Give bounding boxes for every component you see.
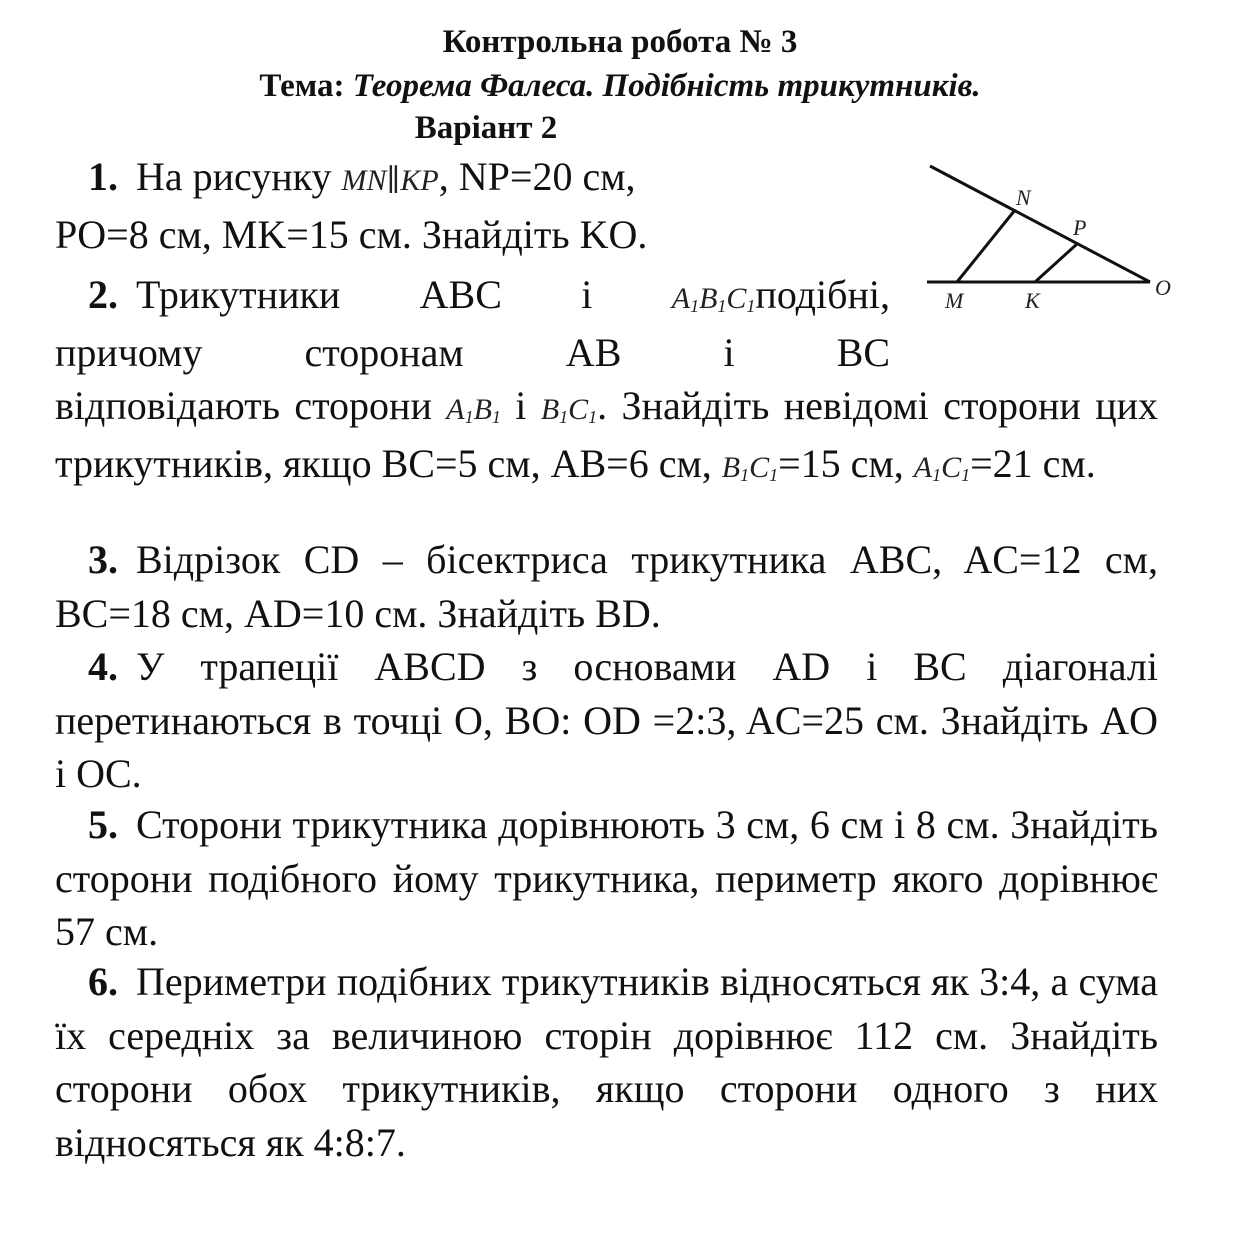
problem-text: Периметри подібних трикутників відносяться як 3:4, а сума їх середніх за величиною сторін дорівнює 112 см. Знайдіть сторони обох трикутників, якщо сторони одного з них відносяться як 4:8:7. [55,959,1158,1165]
thales-figure [905,150,1195,320]
problem-number: 2. [88,272,118,317]
problem-number: 1. [88,154,118,199]
problem-text: . Знайдіть невідомі сторони цих трикутників, якщо BC=5 см, AB=6 см, [55,383,1159,486]
problem-number: 4. [88,644,118,689]
problem-text: , NP=20 см, [438,154,636,199]
math-expression: $A_1C_1$ [913,450,971,485]
problem-text: У трапеції ABCD з основами AD і BC діагоналі перетинаються в точці O, BO: OD =2:3, AC=25 см. Знайдіть AO і OC. [55,644,1158,796]
test-title: Контрольна робота № 3 [442,24,798,60]
label-n: N [1016,185,1031,210]
problem-text: =21 см. [970,440,1096,486]
problem-text: причому сторонам AB і BC [55,329,890,375]
problem-text: відповідають сторони [55,383,432,428]
problem-text: Сторони трикутника дорівнюють 3 см, 6 см і 8 см. Знайдіть сторони подібного йому трикутника, периметр якого дорівнює 57 см. [55,802,1158,954]
test-topic [0,66,1240,106]
problem-text: і [515,383,527,428]
label-p: P [1073,215,1087,240]
math-expression: $B_1C_1$ [721,450,779,485]
problem-text: подібні, [755,272,890,317]
upper-ray [930,166,1150,282]
label-k: K [1025,288,1040,313]
segment-kp [1035,244,1077,282]
test-variant: Варіант 2 [414,110,558,146]
math-expression: $A_1B_1C_1$ [671,282,756,316]
topic-label: Тема: [259,68,345,104]
problem-number: 3. [88,537,118,582]
math-expression: MN∥KP [341,164,439,197]
problem-number: 5. [88,802,118,847]
problem-number: 6. [88,959,118,1004]
math-expression: $B_1C_1$ [540,393,598,427]
problem-5 [55,798,1158,959]
problem-text: =15 см, [778,440,904,486]
problem-4 [55,640,1158,801]
problem-text: На рисунку [136,154,332,199]
segment-mn [957,210,1015,282]
problem-text: PO=8 см, MK=15 см. Знайдіть KO. [55,211,648,257]
math-expression: $A_1B_1$ [446,393,501,427]
problem-text: Відрізок CD – бісектриса трикутника ABC, AC=12 см, BC=18 см, AD=10 см. Знайдіть BD. [55,537,1158,636]
problem-1 [55,150,815,261]
problem-3 [55,533,1158,640]
problem-6 [55,955,1158,1169]
problem-text: Трикутники ABC і [136,272,593,317]
label-m: M [945,288,964,313]
topic-text: Теорема Фалеса. Подібність трикутників. [352,68,981,104]
label-o: O [1155,275,1171,300]
